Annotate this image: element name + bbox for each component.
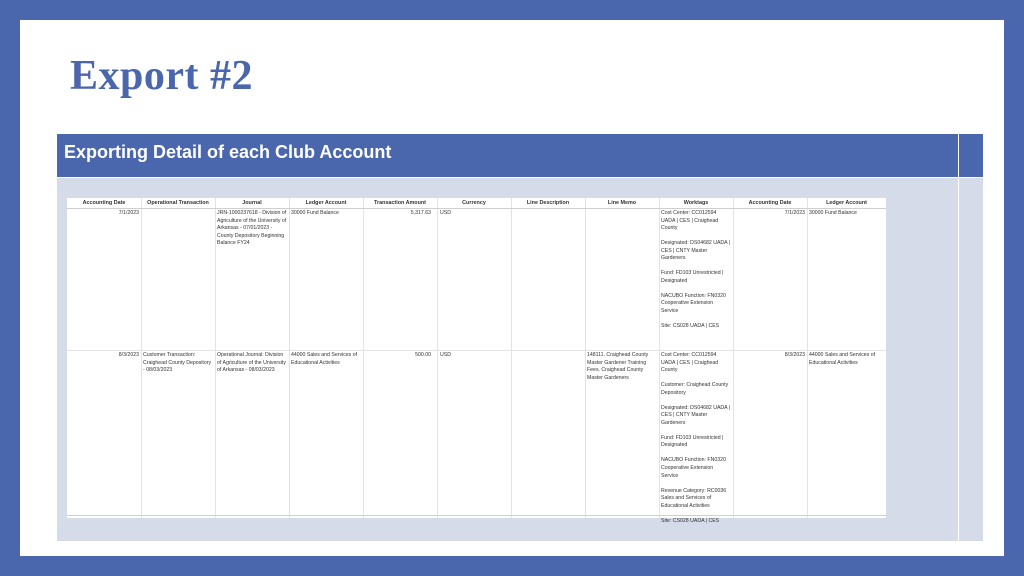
slide-title: Export #2 [70, 53, 253, 99]
table-header-text: Exporting Detail of each Club Account [64, 142, 392, 162]
cell-journal: Operational Journal: Division of Agriculture of the University of Arkansas - 08/03/2023 [217, 352, 286, 374]
table-header-side-cell [958, 134, 984, 177]
cell-ledger-account: 30000 Fund Balance [291, 210, 339, 216]
cell-currency: USD [440, 352, 451, 358]
row-divider [67, 515, 886, 516]
grid-line [289, 198, 290, 518]
cell-worktags: Cost Center: CC012594 UADA | CES | Craighead County Customer: Craighead County Depository Designated: DS04682 UADA | CES | CNTY Master Gardeners Fund: FD103 Unrestricted | Designated NACUBO Function: FN0320 Cooperative Extension Service Revenue Category: RC0036 Sales and Services of Educational Activities Site: CS028 UADA | CES [661, 352, 731, 524]
cell-accounting-date: 8/3/2023 [118, 352, 139, 358]
cell-worktags: Cost Center: CC012594 UADA | CES | Craighead County Designated: DS04682 UADA | CES | CNTY Master Gardeners Fund: FD103 Unrestricted | Designated NACUBO Function: FN0320 Cooperative Extension Service Site: CS028 UADA | CES [661, 210, 731, 329]
grid-line [585, 198, 586, 518]
cell-currency: USD [440, 210, 451, 216]
column-header: Journal [242, 200, 262, 206]
cell-accounting-date-2: 8/3/2023 [784, 352, 805, 358]
column-header: Accounting Date [82, 200, 126, 206]
column-header: Currency [462, 200, 486, 206]
column-header: Worktags [683, 200, 709, 206]
grid-line [807, 198, 808, 518]
grid-line [659, 198, 660, 518]
table-header-row [57, 134, 983, 178]
grid-line [437, 198, 438, 518]
table-body-side-cell [958, 178, 984, 541]
cell-amount: 5,317.63 [410, 210, 431, 216]
grid-line [215, 198, 216, 518]
export-screenshot [67, 198, 886, 524]
grid-line [363, 198, 364, 518]
column-header: Accounting Date [748, 200, 792, 206]
cell-ledger-account: 44000 Sales and Services of Educational Activities [291, 352, 358, 366]
grid-line [141, 198, 142, 518]
cell-line-memo: 148111. Craighead County Master Gardener Training Fees. Craighead County Master Gardeners [587, 352, 649, 381]
cell-journal: JRN-1000237618 - Division of Agriculture of the University of Arkansas - 07/01/2023 - County Depository Beginning Balance FY24 [217, 210, 287, 247]
cell-ledger-account-2: 44000 Sales and Services of Educational Activities [809, 352, 876, 366]
cell-accounting-date: 7/1/2023 [118, 210, 139, 216]
grid-line [511, 198, 512, 518]
column-header: Operational Transaction [147, 200, 209, 206]
column-header: Ledger Account [826, 200, 867, 206]
cell-operational-transaction: Customer Transaction: Craighead County Depository - 08/03/2023 [143, 352, 212, 374]
column-header: Transaction Amount [374, 200, 426, 206]
column-header: Line Description [526, 200, 570, 206]
cell-accounting-date-2: 7/1/2023 [784, 210, 805, 216]
slide [20, 20, 1004, 556]
cell-ledger-account-2: 30000 Fund Balance [809, 210, 857, 216]
row-divider [67, 350, 886, 351]
grid-line [733, 198, 734, 518]
column-header: Ledger Account [305, 200, 347, 206]
column-header: Line Memo [607, 200, 637, 206]
table-header-cell [57, 134, 957, 177]
cell-amount: 500.00 [415, 352, 431, 358]
